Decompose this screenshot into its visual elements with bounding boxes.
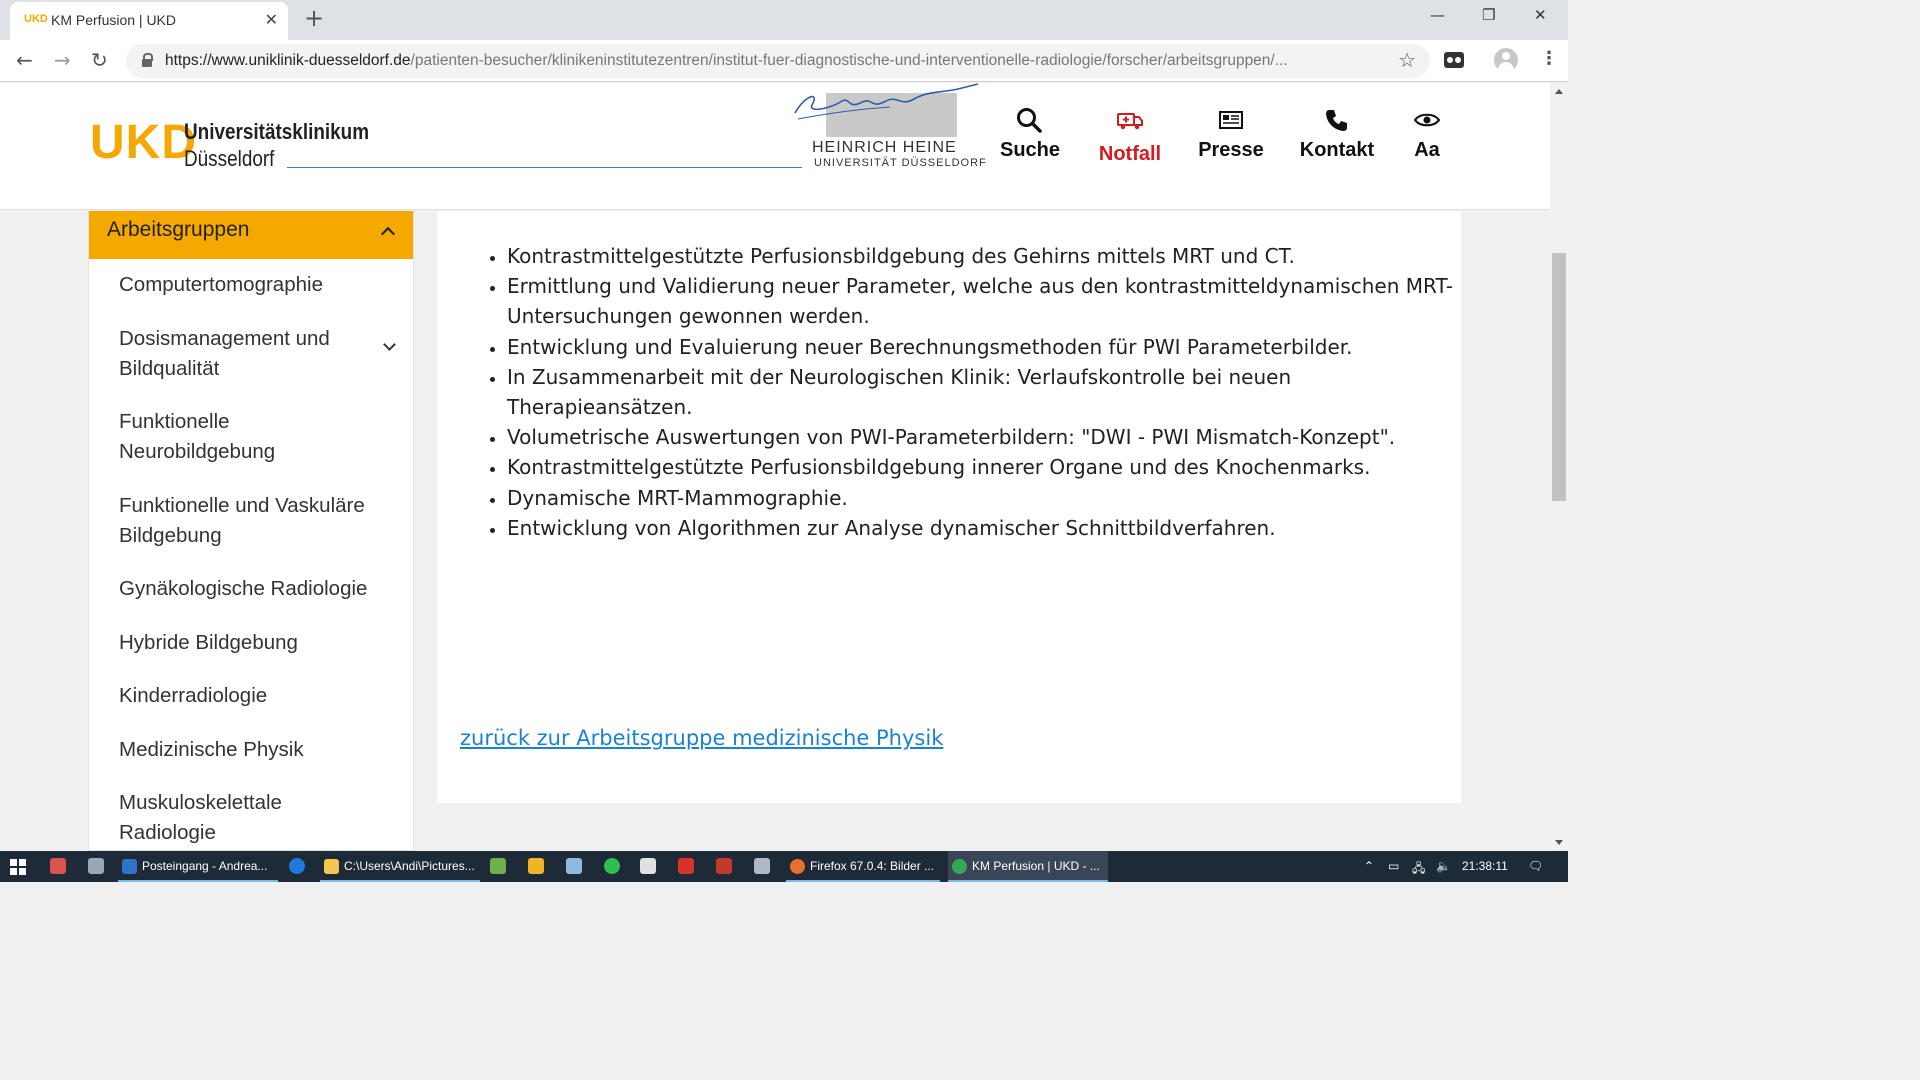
task-label: Posteingang - Andrea...	[142, 859, 268, 873]
list-item: • In Zusammenarbeit mit der Neurologischen Klinik: Verlaufskontrolle bei neuen Therapieansätzen.	[507, 362, 1457, 422]
nav-contact[interactable]	[1296, 105, 1378, 162]
sidebar-item-hybride-bildgebung[interactable]: Hybride Bildgebung	[119, 631, 298, 654]
list-item: • Dynamische MRT-Mammographie.	[507, 483, 1457, 513]
list-item: • Volumetrische Auswertungen von PWI-Parameterbildern: "DWI - PWI Mismatch-Konzept".	[507, 422, 1457, 452]
new-tab-plus-icon[interactable]: +	[304, 4, 325, 32]
sidebar-item-medizinische-physik[interactable]: Medizinische Physik	[119, 738, 304, 761]
extension-icon[interactable]	[1444, 52, 1464, 68]
main-content	[437, 211, 1461, 803]
url-host: https://www.uniklinik-duesseldorf.de	[165, 52, 411, 69]
ambulance-icon	[1096, 105, 1164, 135]
eye-icon	[1410, 105, 1444, 135]
battery-icon[interactable]: ▭	[1388, 859, 1400, 873]
network-icon[interactable]: 🖧	[1412, 861, 1426, 875]
nav-contact-label: Kontakt	[1299, 139, 1375, 161]
browser-tab-active[interactable]	[10, 2, 288, 40]
header-divider-line	[287, 167, 802, 168]
scrollbar-thumb[interactable]	[1552, 253, 1566, 501]
chevron-down-icon[interactable]	[383, 338, 396, 351]
list-item: • Entwicklung und Evaluierung neuer Berechnungsmethoden für PWI Parameterbilder.	[507, 332, 1457, 362]
back-to-medical-physics-link[interactable]: zurück zur Arbeitsgruppe medizinische Physik	[460, 726, 944, 750]
search-icon	[1000, 105, 1058, 135]
minimize-window-icon[interactable]: —	[1430, 6, 1445, 24]
research-topics-list	[507, 241, 1457, 543]
chrome-icon	[952, 859, 967, 874]
url-text[interactable]	[165, 52, 1288, 70]
sidebar-heading-label: Arbeitsgruppen	[107, 218, 250, 241]
tray-chevron-up-icon[interactable]: ⌃	[1364, 859, 1375, 873]
address-bar[interactable]	[126, 44, 1430, 78]
nav-font-size[interactable]	[1410, 105, 1444, 162]
site-header	[0, 83, 1550, 210]
sidebar-nav	[88, 211, 414, 851]
profile-avatar-icon[interactable]	[1494, 48, 1518, 72]
sidebar-item-funktionelle-vaskulaere-bildgebung[interactable]: Funktionelle und Vaskuläre Bildgebung	[119, 494, 365, 547]
task-explorer[interactable]	[320, 851, 480, 882]
sidebar-item-kinderradiologie[interactable]: Kinderradiologie	[119, 684, 268, 707]
list-item: • Entwicklung von Algorithmen zur Analyse dynamischer Schnittbildverfahren.	[507, 513, 1457, 543]
list-item: • Ermittlung und Validierung neuer Parameter, welche aus den kontrastmitteldynamischen MRT-Untersuchungen gewonnen werden.	[507, 271, 1457, 331]
app-window-icon[interactable]	[754, 858, 770, 874]
sidebar-item-funktionelle-neurobildgebung[interactable]: Funktionelle Neurobildgebung	[119, 410, 276, 463]
browser-menu-icon[interactable]: ⋮	[1540, 48, 1558, 69]
hhu-name: HEINRICH HEINE	[812, 139, 957, 156]
reload-icon[interactable]: ↻	[91, 48, 108, 72]
restore-window-icon[interactable]: ❐	[1482, 6, 1496, 24]
sidebar-item-muskuloskelettale-radiologie[interactable]: Muskuloskelettale Radiologie	[119, 791, 282, 844]
firefox-icon	[790, 859, 805, 874]
bookmark-star-icon[interactable]: ☆	[1398, 48, 1416, 72]
task-firefox[interactable]	[786, 851, 940, 882]
web-page	[0, 83, 1550, 851]
task-label: Firefox 67.0.4: Bilder ...	[810, 859, 935, 873]
sidebar-item-dosismanagement[interactable]: Dosismanagement und Bildqualität	[119, 327, 330, 380]
hhu-signature-icon	[790, 83, 980, 123]
folder-icon	[324, 859, 339, 874]
app-check-icon[interactable]	[604, 858, 620, 874]
back-arrow-icon[interactable]: ←	[16, 48, 33, 72]
scroll-down-arrow-icon[interactable]	[1555, 840, 1563, 845]
ukd-favicon-icon: UKD	[24, 13, 48, 25]
logo-abbr: UKD	[90, 116, 197, 169]
app-d-icon[interactable]	[678, 858, 694, 874]
scroll-up-arrow-icon[interactable]	[1555, 89, 1563, 94]
windows-taskbar	[0, 851, 1568, 882]
nav-emergency[interactable]	[1096, 105, 1164, 166]
nav-search[interactable]	[1000, 105, 1061, 162]
task-label: KM Perfusion | UKD - ...	[972, 859, 1100, 873]
sidebar-item-computertomographie[interactable]: Computertomographie	[119, 273, 323, 296]
task-label: C:\Users\Andi\Pictures...	[344, 859, 475, 873]
app-monitor-icon[interactable]	[88, 858, 104, 874]
app-colorful-icon[interactable]	[50, 858, 66, 874]
page-scrollbar[interactable]	[1550, 83, 1568, 851]
task-outlook[interactable]	[118, 851, 278, 882]
volume-icon[interactable]: 🔈	[1436, 859, 1451, 873]
tab-title: KM Perfusion | UKD	[51, 12, 177, 28]
sidebar-heading[interactable]	[89, 211, 413, 259]
close-window-icon[interactable]: ✕	[1534, 6, 1547, 24]
taskbar-clock[interactable]: 21:38:11	[1462, 859, 1508, 873]
app-tool-icon[interactable]	[566, 858, 582, 874]
newspaper-icon	[1198, 105, 1264, 135]
list-item: • Kontrastmittelgestützte Perfusionsbildgebung innerer Organe und des Knochenmarks.	[507, 452, 1457, 482]
logo-name-line2: Düsseldorf	[184, 146, 275, 171]
nav-press-label: Presse	[1198, 139, 1264, 161]
browser-tab-strip	[0, 0, 1568, 40]
notifications-icon[interactable]: 🗨	[1528, 859, 1544, 873]
app-chart-icon[interactable]	[490, 858, 506, 874]
edge-browser-icon[interactable]	[289, 858, 305, 874]
app-file-icon[interactable]	[640, 858, 656, 874]
hhu-university: UNIVERSITÄT DÜSSELDORF	[814, 157, 987, 169]
nav-font-size-label: Aa	[1414, 139, 1440, 161]
app-grid-icon[interactable]	[716, 858, 732, 874]
logo-name-line1: Universitätsklinikum	[184, 119, 370, 144]
lock-icon[interactable]	[142, 53, 152, 67]
nav-press[interactable]	[1198, 105, 1264, 162]
list-item: • Kontrastmittelgestützte Perfusionsbildgebung des Gehirns mittels MRT und CT.	[507, 241, 1457, 271]
forward-arrow-icon[interactable]: →	[54, 48, 71, 72]
sidebar-item-gynaekologische-radiologie[interactable]: Gynäkologische Radiologie	[119, 577, 368, 600]
nav-search-label: Suche	[1000, 139, 1061, 161]
task-chrome[interactable]	[948, 851, 1108, 882]
url-path: /patienten-besucher/klinikeninstitutezentren/institut-fuer-diagnostische-und-interventionelle-radiologie/forscher/arbeitsgruppen/...	[410, 52, 1288, 69]
close-tab-icon[interactable]: ✕	[264, 10, 278, 29]
phone-icon	[1296, 105, 1378, 135]
app-key-icon[interactable]	[528, 858, 544, 874]
hhu-logo[interactable]	[790, 83, 987, 173]
browser-toolbar	[0, 40, 1568, 82]
windows-start-icon[interactable]	[10, 859, 26, 875]
mail-icon	[122, 859, 137, 874]
chevron-up-icon[interactable]	[381, 227, 395, 241]
nav-emergency-label: Notfall	[1098, 143, 1162, 165]
